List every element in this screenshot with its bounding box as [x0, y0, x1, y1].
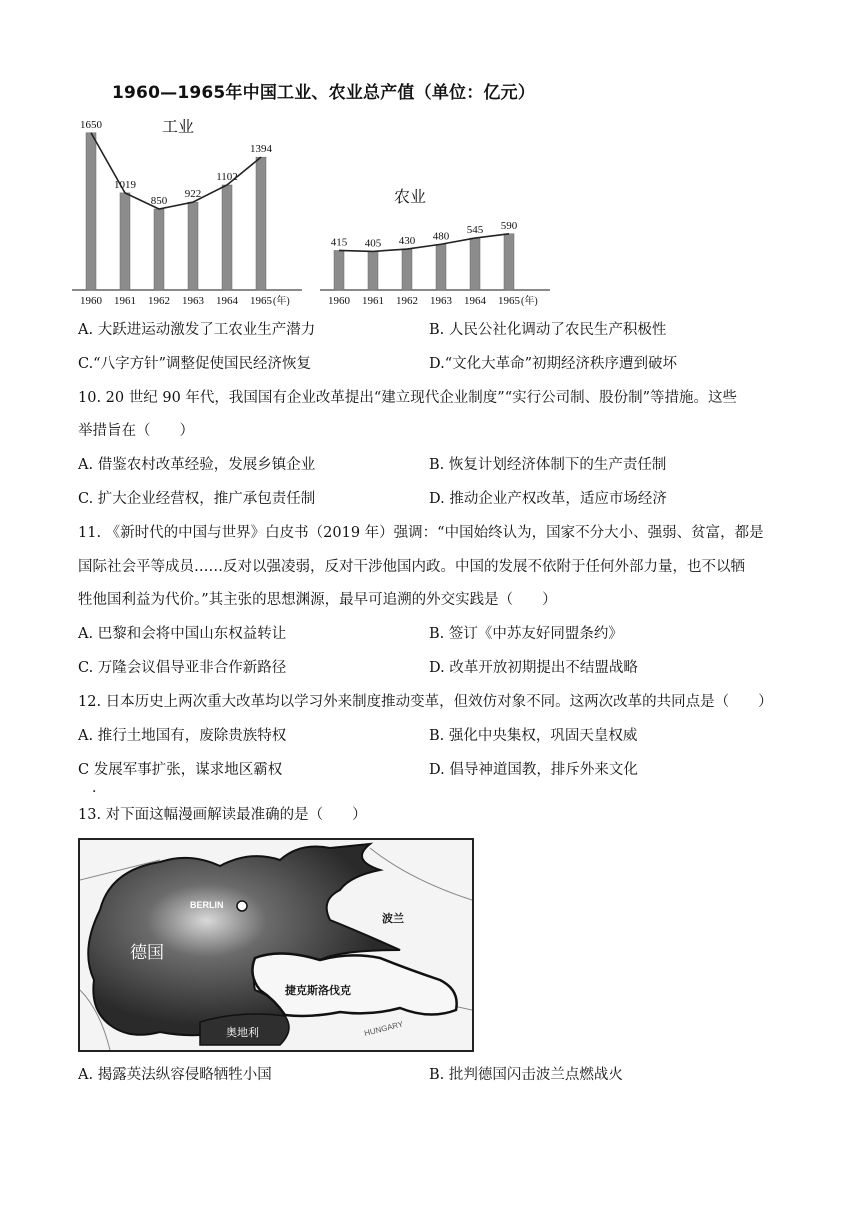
agriculture-x-unit-label: (年) — [521, 296, 538, 307]
agriculture-chart — [318, 108, 558, 308]
industry-data-label: 1650 — [80, 118, 102, 131]
industry-tick-label: 1963 — [182, 295, 204, 307]
agriculture-bar — [504, 234, 514, 290]
industry-chart-svg — [70, 108, 310, 308]
q11-stem-line1: 11. 《新时代的中国与世界》白皮书（2019 年）强调：“中国始终认为，国家不分大小、强弱、贫富，都是 — [78, 525, 764, 541]
q9-option-a[interactable]: A. 大跃进运动激发了工农业生产潜力 — [78, 322, 316, 338]
agriculture-bar — [334, 250, 344, 290]
agriculture-chart-svg — [318, 108, 558, 308]
q10-option-c[interactable]: C. 扩大企业经营权，推广承包责任制 — [78, 491, 316, 507]
czechoslovakia-shape — [252, 953, 456, 1016]
industry-bar — [222, 185, 232, 290]
agriculture-data-label: 545 — [466, 224, 484, 237]
q10-option-a[interactable]: A. 借鉴农村改革经验，发展乡镇企业 — [78, 457, 316, 473]
map-label-berlin: BERLIN — [190, 900, 224, 910]
q11-option-c[interactable]: C. 万隆会议倡导亚非合作新路径 — [78, 660, 287, 676]
industry-data-label: 1019 — [114, 178, 136, 191]
industry-x-unit-label: (年) — [273, 296, 290, 307]
agriculture-tick-label: 1960 — [328, 295, 350, 307]
q10-stem-line2: 举措旨在（ ） — [78, 423, 194, 439]
q10-stem-line1: 10. 20 世纪 90 年代，我国国有企业改革提出“建立现代企业制度”“实行公司制、股份制”等措施。这些 — [78, 390, 738, 406]
agriculture-bar — [402, 249, 412, 290]
industry-data-label: 1102 — [216, 170, 238, 183]
q13-option-b[interactable]: B. 批判德国闪击波兰点燃战火 — [429, 1067, 623, 1083]
q12-option-d[interactable]: D. 倡导神道国教，排斥外来文化 — [429, 762, 638, 778]
q11-stem-line2: 国际社会平等成员……反对以强凌弱，反对干涉他国内政。中国的发展不依附于任何外部力量，也不以牺 — [78, 559, 745, 575]
q13-option-a[interactable]: A. 揭露英法纵容侵略牺牲小国 — [78, 1067, 272, 1083]
agriculture-tick-label: 1962 — [396, 295, 418, 307]
cartoon-map — [78, 838, 474, 1052]
q11-option-b[interactable]: B. 签订《中苏友好同盟条约》 — [429, 626, 623, 642]
industry-bar — [154, 209, 164, 290]
agriculture-data-label: 405 — [364, 237, 382, 250]
q13-stem-line1: 13. 对下面这幅漫画解读最准确的是（ ） — [78, 807, 367, 823]
industry-bar — [256, 157, 266, 290]
q12-option-c[interactable]: C 发展军事扩张，谋求地区霸权 — [78, 762, 283, 778]
agriculture-data-label: 430 — [398, 235, 416, 248]
q11-option-d[interactable]: D. 改革开放初期提出不结盟战略 — [429, 660, 638, 676]
q11-stem-line3: 牲他国利益为代价。”其主张的思想渊源，最早可追溯的外交实践是（ ） — [78, 592, 557, 608]
q12-option-a[interactable]: A. 推行土地国有，废除贵族特权 — [78, 728, 287, 744]
q10-option-d[interactable]: D. 推动企业产权改革，适应市场经济 — [429, 491, 667, 507]
agriculture-bar — [368, 251, 378, 290]
q9-option-c[interactable]: C.“八字方针”调整促使国民经济恢复 — [78, 356, 312, 372]
map-label-austria: 奥地利 — [226, 1026, 259, 1039]
cartoon-map-svg — [80, 840, 472, 1050]
agriculture-tick-label: 1964 — [464, 295, 486, 307]
q9-option-d[interactable]: D.“文化大革命”初期经济秩序遭到破坏 — [429, 356, 678, 372]
q12-option-b[interactable]: B. 强化中央集权，巩固天皇权威 — [429, 728, 638, 744]
map-label-poland: 波兰 — [382, 912, 404, 925]
agriculture-tick-label: 1963 — [430, 295, 452, 307]
agriculture-data-label: 480 — [432, 230, 450, 243]
agriculture-bar — [436, 244, 446, 290]
industry-bar — [188, 202, 198, 290]
q9-option-b[interactable]: B. 人民公社化调动了农民生产积极性 — [429, 322, 667, 338]
agriculture-data-label: 415 — [330, 236, 348, 249]
q12-stem-line1: 12. 日本历史上两次重大改革均以学习外来制度推动变革，但效仿对象不同。这两次改革的共同点是（ ） — [78, 694, 773, 710]
industry-tick-label: 1962 — [148, 295, 170, 307]
agriculture-bar — [470, 238, 480, 290]
map-label-czechoslovakia: 捷克斯洛伐克 — [285, 984, 351, 997]
industry-tick-label: 1960 — [80, 295, 102, 307]
industry-data-label: 850 — [150, 195, 168, 207]
stray-dot: · — [92, 784, 97, 800]
industry-tick-label: 1961 — [114, 295, 136, 307]
industry-tick-label: 1964 — [216, 295, 238, 307]
berlin-marker — [237, 901, 247, 911]
agriculture-series-title: 农业 — [394, 189, 427, 206]
agriculture-tick-label: 1965 — [498, 295, 520, 307]
q11-option-a[interactable]: A. 巴黎和会将中国山东权益转让 — [78, 626, 287, 642]
industry-data-label: 1394 — [250, 143, 272, 156]
q10-option-b[interactable]: B. 恢复计划经济体制下的生产责任制 — [429, 457, 667, 473]
industry-data-label: 922 — [184, 188, 202, 201]
agriculture-data-label: 590 — [500, 219, 518, 232]
industry-bar — [86, 133, 96, 290]
map-label-germany: 德国 — [130, 943, 164, 963]
industry-series-title: 工业 — [162, 119, 195, 136]
map-label-hungary: HUNGARY — [363, 1019, 405, 1038]
figure-title: 1960—1965年中国工业、农业总产值（单位：亿元） — [112, 83, 536, 103]
industry-tick-label: 1965 — [250, 295, 272, 307]
industry-bar — [120, 193, 130, 290]
industry-chart — [70, 108, 310, 308]
agriculture-tick-label: 1961 — [362, 295, 384, 307]
